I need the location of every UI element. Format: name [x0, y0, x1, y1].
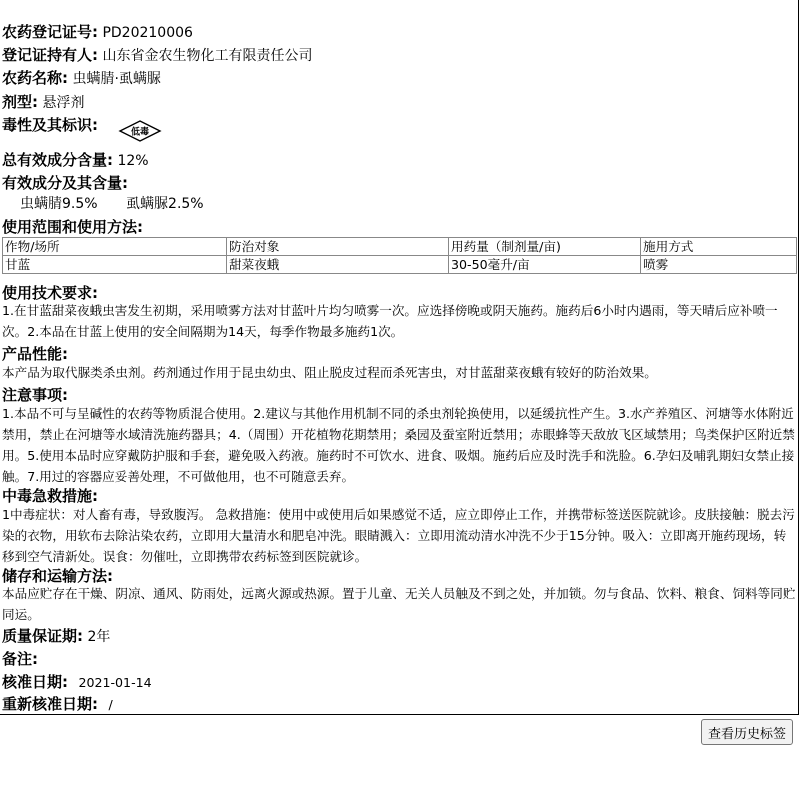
ingredients-row — [2, 173, 128, 194]
usage-heading-row — [2, 217, 143, 238]
formulation-value: 悬浮剂 — [42, 95, 85, 111]
holder-label: 登记证持有人: — [2, 46, 98, 64]
toxicity-label: 毒性及其标识: — [2, 116, 98, 134]
holder-value: 山东省金农生物化工有限责任公司 — [102, 48, 313, 64]
low-toxicity-badge-icon — [118, 119, 162, 143]
tech-requirements-label: 使用技术要求: — [2, 284, 98, 302]
first-aid-label: 中毒急救措施: — [2, 487, 98, 505]
toxicity-row — [2, 115, 98, 136]
total-content-row — [2, 150, 149, 171]
ingredient-item: 虫螨腈9.5% — [20, 196, 98, 212]
table-header-cell: 用药量（制剂量/亩) — [449, 238, 641, 256]
precautions-label: 注意事项: — [2, 386, 68, 404]
table-header-row — [3, 238, 797, 256]
table-cell: 喷雾 — [641, 256, 797, 274]
shelf-life-value: 2年 — [87, 629, 111, 645]
table-header-cell: 作物/场所 — [3, 238, 227, 256]
usage-table — [2, 237, 797, 274]
pesticide-name-value: 虫螨腈·虱螨脲 — [72, 71, 161, 87]
ingredients-label: 有效成分及其含量: — [2, 174, 128, 192]
performance-text: 本产品为取代脲类杀虫剂。药剂通过作用于昆虫幼虫、阻止脱皮过程而杀死害虫，对甘蓝甜菜夜蛾有较好的防治效果。 — [2, 365, 657, 380]
pesticide-name-row — [2, 68, 161, 89]
precautions-text: 1.本品不可与呈碱性的农药等物质混合使用。2.建议与其他作用机制不同的杀虫剂轮换使用，以延缓抗性产生。3.水产养殖区、河塘等水体附近禁用，禁止在河塘等水域清洗施药器具；4.（周围）开花植物花期禁用；桑园及蚕室附近禁用；赤眼蜂等天敌放飞区域禁用；鸟类保护区附近禁用。5.使用本品时应穿戴防护服和手套，避免吸入药液。施药时不可饮水、进食、吸烟。施药后应及时洗手和洗脸。6.孕妇及哺乳期妇女禁止接触。7.用过的容器应妥善处理，不可做他用，也不可随意丢弃。 — [2, 406, 795, 484]
approval-date-value: 2021-01-14 — [78, 675, 152, 690]
approval-date-row — [2, 672, 152, 693]
shelf-life-row — [2, 626, 110, 647]
table-cell: 甘蓝 — [3, 256, 227, 274]
ingredients-list — [20, 194, 204, 214]
view-history-labels-button[interactable]: 查看历史标签 — [701, 719, 793, 745]
registration-no-label: 农药登记证号: — [2, 23, 98, 41]
total-content-value: 12% — [117, 153, 149, 169]
ingredient-item: 虱螨脲2.5% — [126, 196, 204, 212]
total-content-label: 总有效成分含量: — [2, 151, 113, 169]
registration-no-value: PD20210006 — [102, 25, 193, 41]
table-cell: 30-50毫升/亩 — [449, 256, 641, 274]
storage-text: 本品应贮存在干燥、阴凉、通风、防雨处，远离火源或热源。置于儿童、无关人员触及不到之处，并加锁。勿与食品、饮料、粮食、饲料等同贮同运。 — [2, 586, 796, 622]
registration-no-row — [2, 22, 193, 43]
first-aid-text: 1中毒症状：对人畜有毒，导致腹泻。 急救措施：使用中或使用后如果感觉不适，应立即停止工作，并携带标签送医院就诊。皮肤接触：脱去污染的衣物，用软布去除沾染农药，立即用大量清水和肥皂冲洗。眼睛溅入：立即用流动清水冲洗不少于15分钟。吸入：立即离开施药现场，转移到空气清新处。误食：勿催吐，立即携带农药标签到医院就诊。 — [2, 507, 795, 564]
remarks-row — [2, 649, 38, 670]
badge-text: 低毒 — [130, 127, 150, 138]
table-cell: 甜菜夜蛾 — [227, 256, 449, 274]
approval-date-label: 核准日期: — [2, 673, 68, 691]
reapproval-date-row — [2, 694, 113, 715]
table-row — [3, 256, 797, 274]
table-header-cell: 施用方式 — [641, 238, 797, 256]
table-header-cell: 防治对象 — [227, 238, 449, 256]
storage-label: 储存和运输方法: — [2, 567, 113, 585]
remarks-label: 备注: — [2, 650, 38, 668]
formulation-label: 剂型: — [2, 93, 38, 111]
reapproval-date-value: / — [108, 697, 113, 712]
performance-label: 产品性能: — [2, 345, 68, 363]
usage-label: 使用范围和使用方法: — [2, 218, 143, 236]
formulation-row — [2, 92, 84, 113]
tech-requirements-text: 1.在甘蓝甜菜夜蛾虫害发生初期，采用喷雾方法对甘蓝叶片均匀喷雾一次。应选择傍晚或阴天施药。施药后6小时内遇雨，等天晴后应补喷一次。2.本品在甘蓝上使用的安全间隔期为14天，每季作物最多施药1次。 — [2, 303, 778, 339]
pesticide-name-label: 农药名称: — [2, 69, 68, 87]
reapproval-date-label: 重新核准日期: — [2, 695, 98, 713]
shelf-life-label: 质量保证期: — [2, 627, 83, 645]
holder-row — [2, 45, 312, 66]
